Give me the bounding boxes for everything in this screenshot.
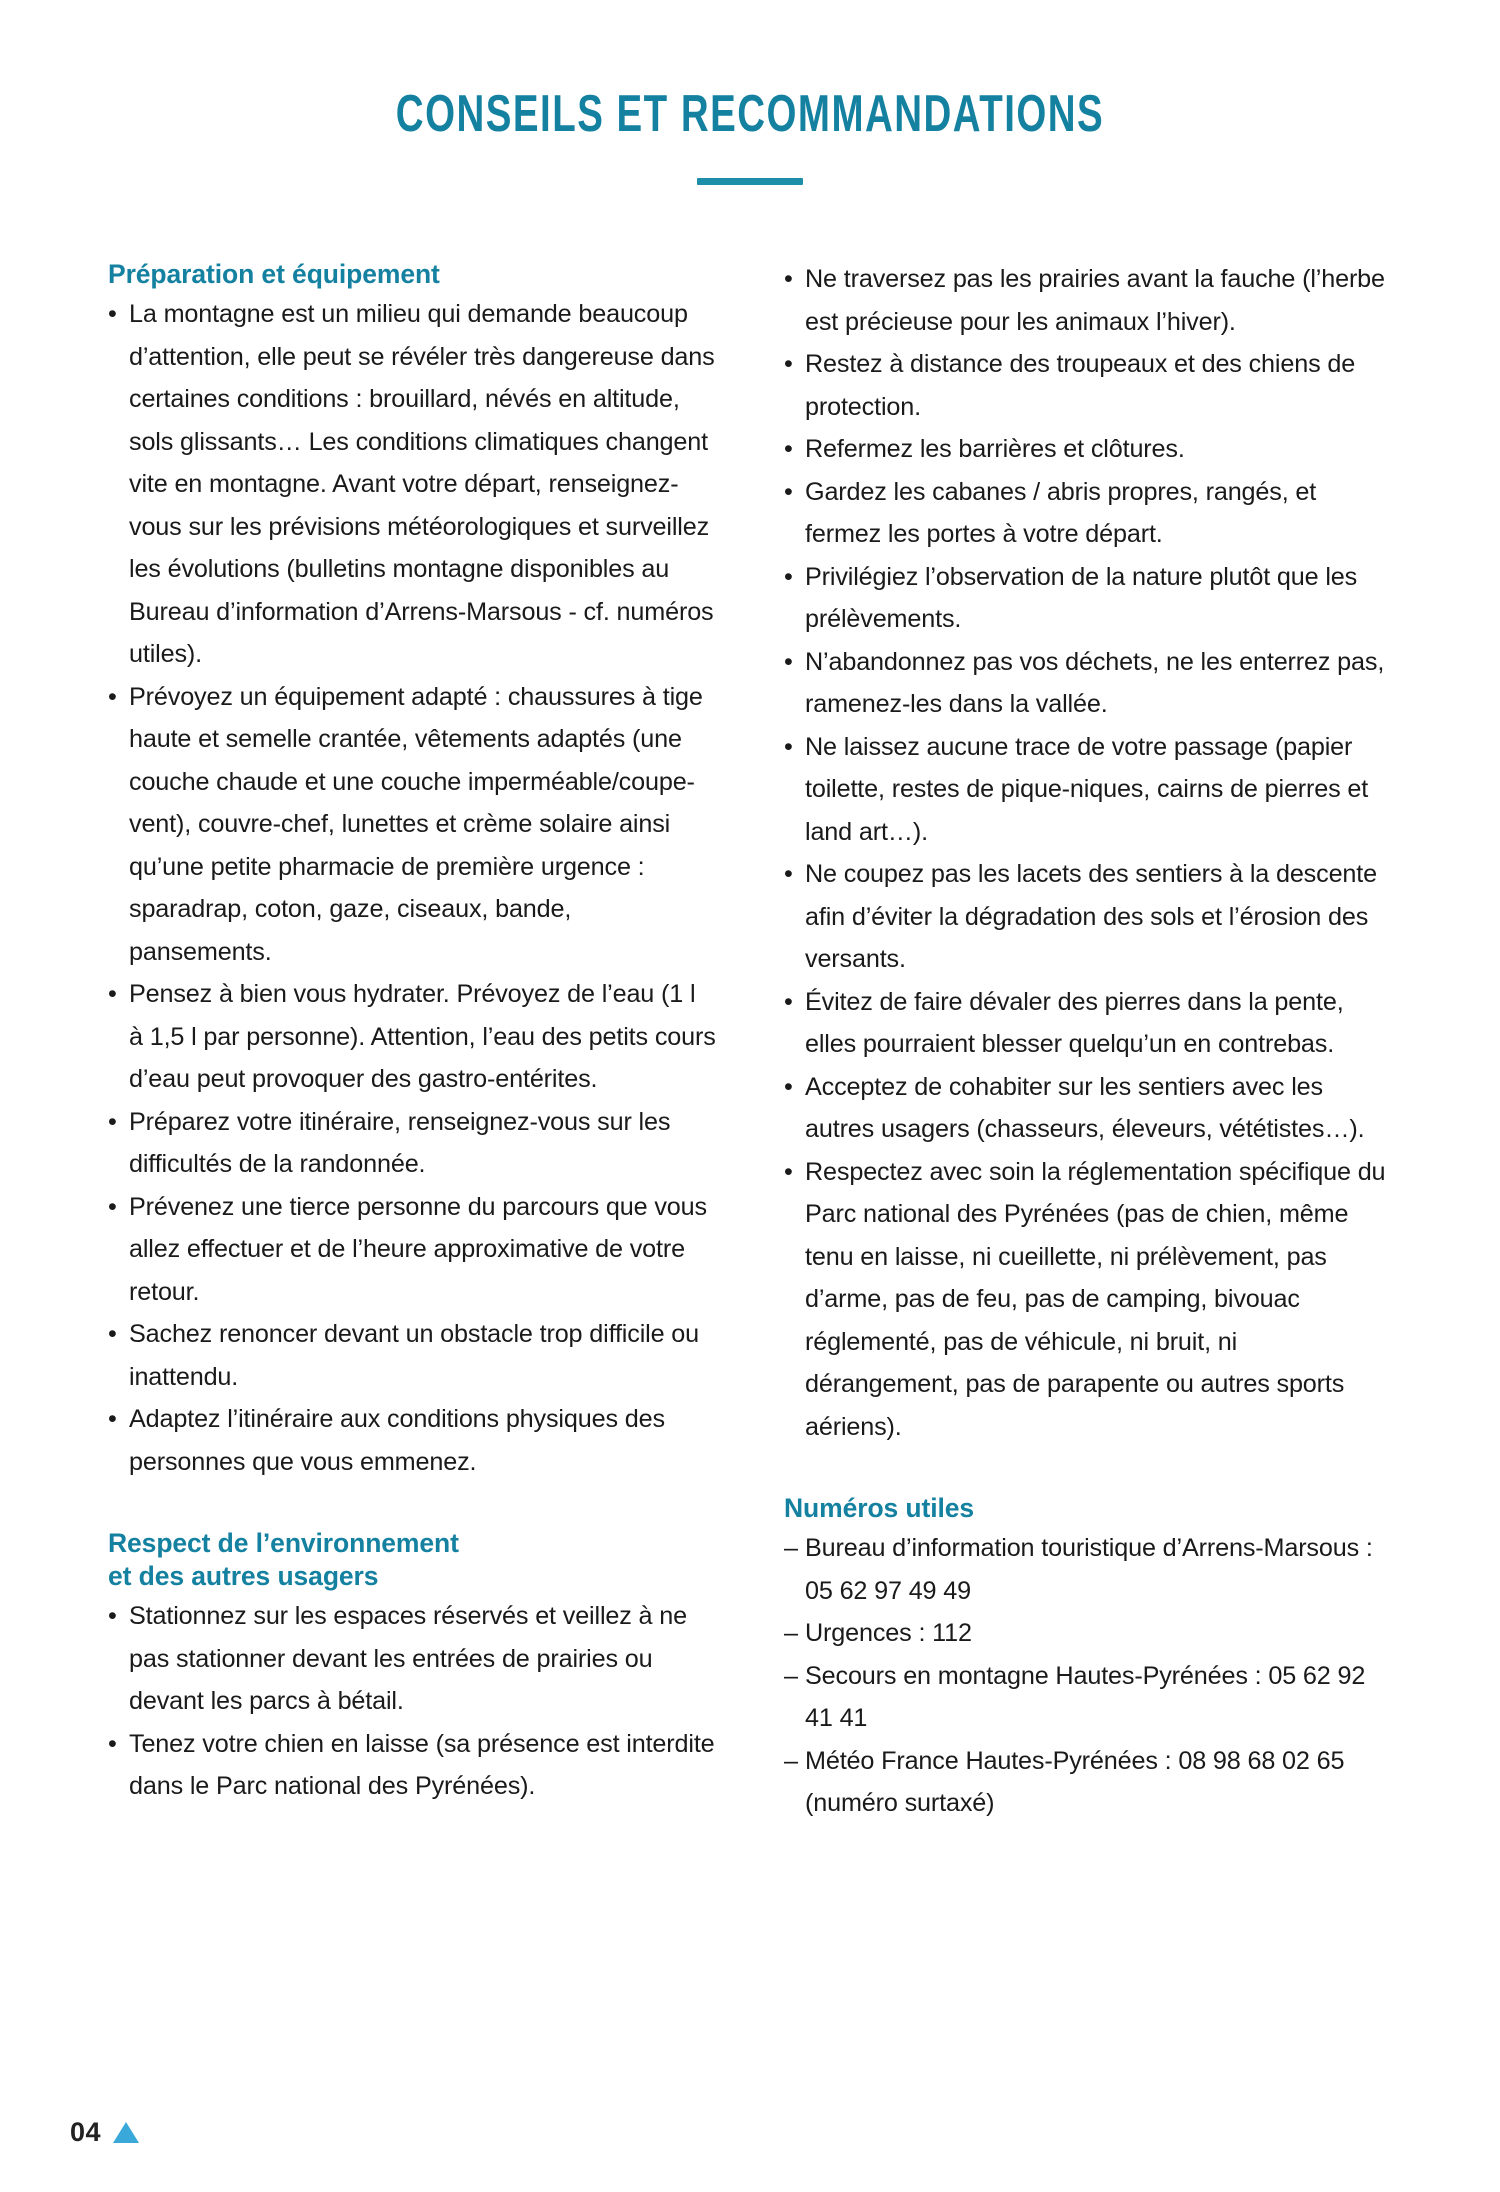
- list-item-text: Évitez de faire dévaler des pierres dans la pente, elles pourraient blesser quelqu’un en contrebas.: [805, 987, 1344, 1058]
- triangle-up-icon: [113, 2122, 139, 2143]
- list-item: [784, 343, 1392, 428]
- bullet-icon: •: [784, 562, 793, 591]
- list-item: [784, 1740, 1392, 1825]
- list-item: [108, 1186, 716, 1314]
- list-item: [784, 1612, 1392, 1655]
- list-item-text: Respectez avec soin la réglementation spécifique du Parc national des Pyrénées (pas de chien, même tenu en laisse, ni cueillette, ni prélèvement, pas d’arme, pas de feu, pas de camping, bivouac réglementé, pas de véhicule, ni bruit, ni dérangement, pas de parapente ou autres sports aériens).: [805, 1157, 1386, 1441]
- list-item-text: Secours en montagne Hautes-Pyrénées : 05 62 92 41 41: [805, 1661, 1366, 1733]
- bullet-icon: •: [784, 265, 793, 293]
- list-item-text: Ne coupez pas les lacets des sentiers à la descente afin d’éviter la dégradation des sols et l’érosion des versants.: [805, 860, 1377, 973]
- bullet-icon: •: [784, 647, 793, 676]
- content-columns: [108, 258, 1392, 1825]
- list-item-text: N’abandonnez pas vos déchets, ne les enterrez pas, ramenez-les dans la vallée.: [805, 647, 1385, 718]
- list-item: [784, 1655, 1392, 1740]
- list-item-text: La montagne est un milieu qui demande beaucoup d’attention, elle peut se révéler très dangereuse dans certaines conditions : brouillard, névés en altitude, sols glissants… Les conditions climatiques changent vite en montagne. Avant votre départ, renseignez-vous sur les prévisions météorologiques et surveillez les évolutions (bulletins montagne disponibles au Bureau d’information d’Arrens-Marsous - cf. numéros utiles).: [129, 300, 715, 669]
- heading-preparation-equipement: Préparation et équipement: [108, 259, 440, 289]
- dash-icon: –: [784, 1661, 798, 1690]
- list-item: [108, 1313, 716, 1398]
- list-item-text: Prévoyez un équipement adapté : chaussures à tige haute et semelle crantée, vêtements adaptés (une couche chaude et une couche imperméable/coupe-vent), couvre-chef, lunettes et crème solaire ainsi qu’une petite pharmacie de première urgence : sparadrap, coton, gaze, ciseaux, bande, pansements.: [129, 682, 703, 966]
- bullet-icon: •: [108, 1602, 117, 1631]
- bullet-icon: •: [784, 732, 793, 761]
- list-item-text: Stationnez sur les espaces réservés et veillez à ne pas stationner devant les entrées de prairies ou devant les parcs à bétail.: [129, 1602, 687, 1716]
- list-item-text: Tenez votre chien en laisse (sa présence est interdite dans le Parc national des Pyrénées).: [129, 1729, 715, 1801]
- title-divider: [697, 178, 803, 185]
- heading-respect-environnement: [108, 1527, 716, 1593]
- bullet-icon: •: [784, 435, 793, 463]
- list-numeros-utiles: [784, 1527, 1392, 1825]
- list-item: [784, 471, 1392, 556]
- heading-line-2: et des autres usagers: [108, 1561, 379, 1592]
- list-item-text: Urgences : 112: [805, 1619, 972, 1648]
- list-item-text: Météo France Hautes-Pyrénées : 08 98 68 02 65 (numéro surtaxé): [805, 1746, 1345, 1818]
- page-header: [0, 0, 1500, 185]
- page-footer: [70, 2117, 139, 2148]
- list-item-text: Restez à distance des troupeaux et des chiens de protection.: [805, 350, 1356, 421]
- list-item: [784, 853, 1392, 981]
- heading-numeros-utiles: Numéros utiles: [784, 1493, 975, 1523]
- list-item-text: Préparez votre itinéraire, renseignez-vous sur les difficultés de la randonnée.: [129, 1107, 671, 1179]
- list-item-text: Pensez à bien vous hydrater. Prévoyez de l’eau (1 l à 1,5 l par personne). Attention, l’eau des petits cours d’eau peut provoquer des gastro-entérites.: [129, 980, 716, 1094]
- dash-icon: –: [784, 1534, 798, 1563]
- list-item-text: Adaptez l’itinéraire aux conditions physiques des personnes que vous emmenez.: [129, 1405, 665, 1476]
- list-item-text: Ne laissez aucune trace de votre passage (papier toilette, restes de pique-niques, cairns de pierres et land art…).: [805, 732, 1369, 846]
- list-item: [784, 641, 1392, 726]
- bullet-icon: •: [784, 860, 793, 888]
- list-respect-environnement: [108, 1595, 716, 1808]
- list-item: [784, 1151, 1392, 1449]
- left-column: [108, 258, 716, 1808]
- bullet-icon: •: [784, 477, 793, 506]
- list-item: [784, 726, 1392, 854]
- page-title: CONSEILS ET RECOMMANDATIONS: [395, 85, 1105, 143]
- dash-icon: –: [784, 1619, 798, 1648]
- list-item: [108, 1595, 716, 1723]
- bullet-icon: •: [108, 980, 117, 1009]
- list-item: [784, 556, 1392, 641]
- bullet-icon: •: [108, 682, 117, 711]
- list-item-text: Bureau d’information touristique d’Arrens-Marsous : 05 62 97 49 49: [805, 1534, 1373, 1605]
- list-item-text: Acceptez de cohabiter sur les sentiers avec les autres usagers (chasseurs, éleveurs, vététistes…).: [805, 1072, 1365, 1143]
- bullet-icon: •: [784, 1157, 793, 1186]
- list-respect-environnement-suite: [784, 258, 1392, 1448]
- list-item-text: Prévenez une tierce personne du parcours que vous allez effectuer et de l’heure approximative de votre retour.: [129, 1192, 707, 1306]
- list-item: [108, 1723, 716, 1808]
- bullet-icon: •: [108, 1192, 117, 1221]
- bullet-icon: •: [108, 1729, 117, 1758]
- list-item: [784, 1527, 1392, 1612]
- list-item: [784, 258, 1392, 343]
- list-item-text: Privilégiez l’observation de la nature plutôt que les prélèvements.: [805, 562, 1358, 633]
- list-item: [108, 293, 716, 676]
- list-item: [108, 1398, 716, 1483]
- bullet-icon: •: [784, 350, 793, 378]
- dash-icon: –: [784, 1746, 798, 1775]
- bullet-icon: •: [784, 987, 793, 1016]
- list-preparation-equipement: [108, 293, 716, 1483]
- list-item: [108, 676, 716, 974]
- list-item: [108, 1101, 716, 1186]
- list-item-text: Sachez renoncer devant un obstacle trop difficile ou inattendu.: [129, 1320, 700, 1391]
- right-column: [784, 258, 1392, 1825]
- bullet-icon: •: [108, 300, 117, 329]
- bullet-icon: •: [108, 1320, 117, 1349]
- list-item-text: Gardez les cabanes / abris propres, rangés, et fermez les portes à votre départ.: [805, 477, 1317, 548]
- list-item: [108, 973, 716, 1101]
- page-number: 04: [70, 2117, 102, 2147]
- list-item-text: Ne traversez pas les prairies avant la fauche (l’herbe est précieuse pour les animaux l’hiver).: [805, 265, 1385, 336]
- list-item: [784, 1066, 1392, 1151]
- bullet-icon: •: [784, 1072, 793, 1101]
- list-item: [784, 981, 1392, 1066]
- bullet-icon: •: [108, 1405, 117, 1434]
- list-item-text: Refermez les barrières et clôtures.: [805, 435, 1185, 463]
- heading-line-1: Respect de l’environnement: [108, 1528, 459, 1559]
- bullet-icon: •: [108, 1107, 117, 1136]
- list-item: [784, 428, 1392, 471]
